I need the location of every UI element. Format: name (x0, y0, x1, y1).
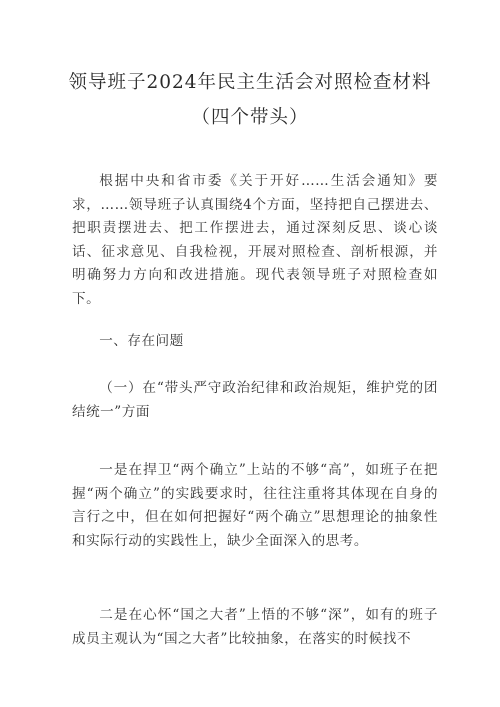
section-heading: 一、存在问题 (99, 333, 184, 349)
body-paragraph: 二是在心怀“国之大者”上悟的不够“深”，如有的班子成员主观认为“国之大者”比较抽象，在落实的时候找不 (72, 607, 438, 647)
body-paragraph: 一是在捍卫“两个确立”上站的不够“高”，如班子在把握“两个确立”的实践要求时，往往注重将其体现在自身的言行之中，但在如何把握好“两个确立”思想理论的抽象性和实际行动的实践性上，缺少全面深入的思考。 (72, 462, 438, 549)
document-title: 领导班子2024年民主生活会对照检查材料 (68, 72, 432, 93)
document-subtitle: （四个带头） (191, 107, 309, 128)
subsection-heading: （一）在“带头严守政治纪律和政治规矩，维护党的团结统一”方面 (72, 380, 438, 420)
intro-paragraph: 根据中央和省市委《关于开好……生活会通知》要求，……领导班子认真围绕4个方面，坚持把自己摆进去、把职责摆进去、把工作摆进去，通过深刻反思、谈心谈话、征求意见、自我检视，开展对照检查、剖析根源，并明确努力方向和改进措施。现代表领导班子对照检查如下。 (72, 173, 438, 307)
